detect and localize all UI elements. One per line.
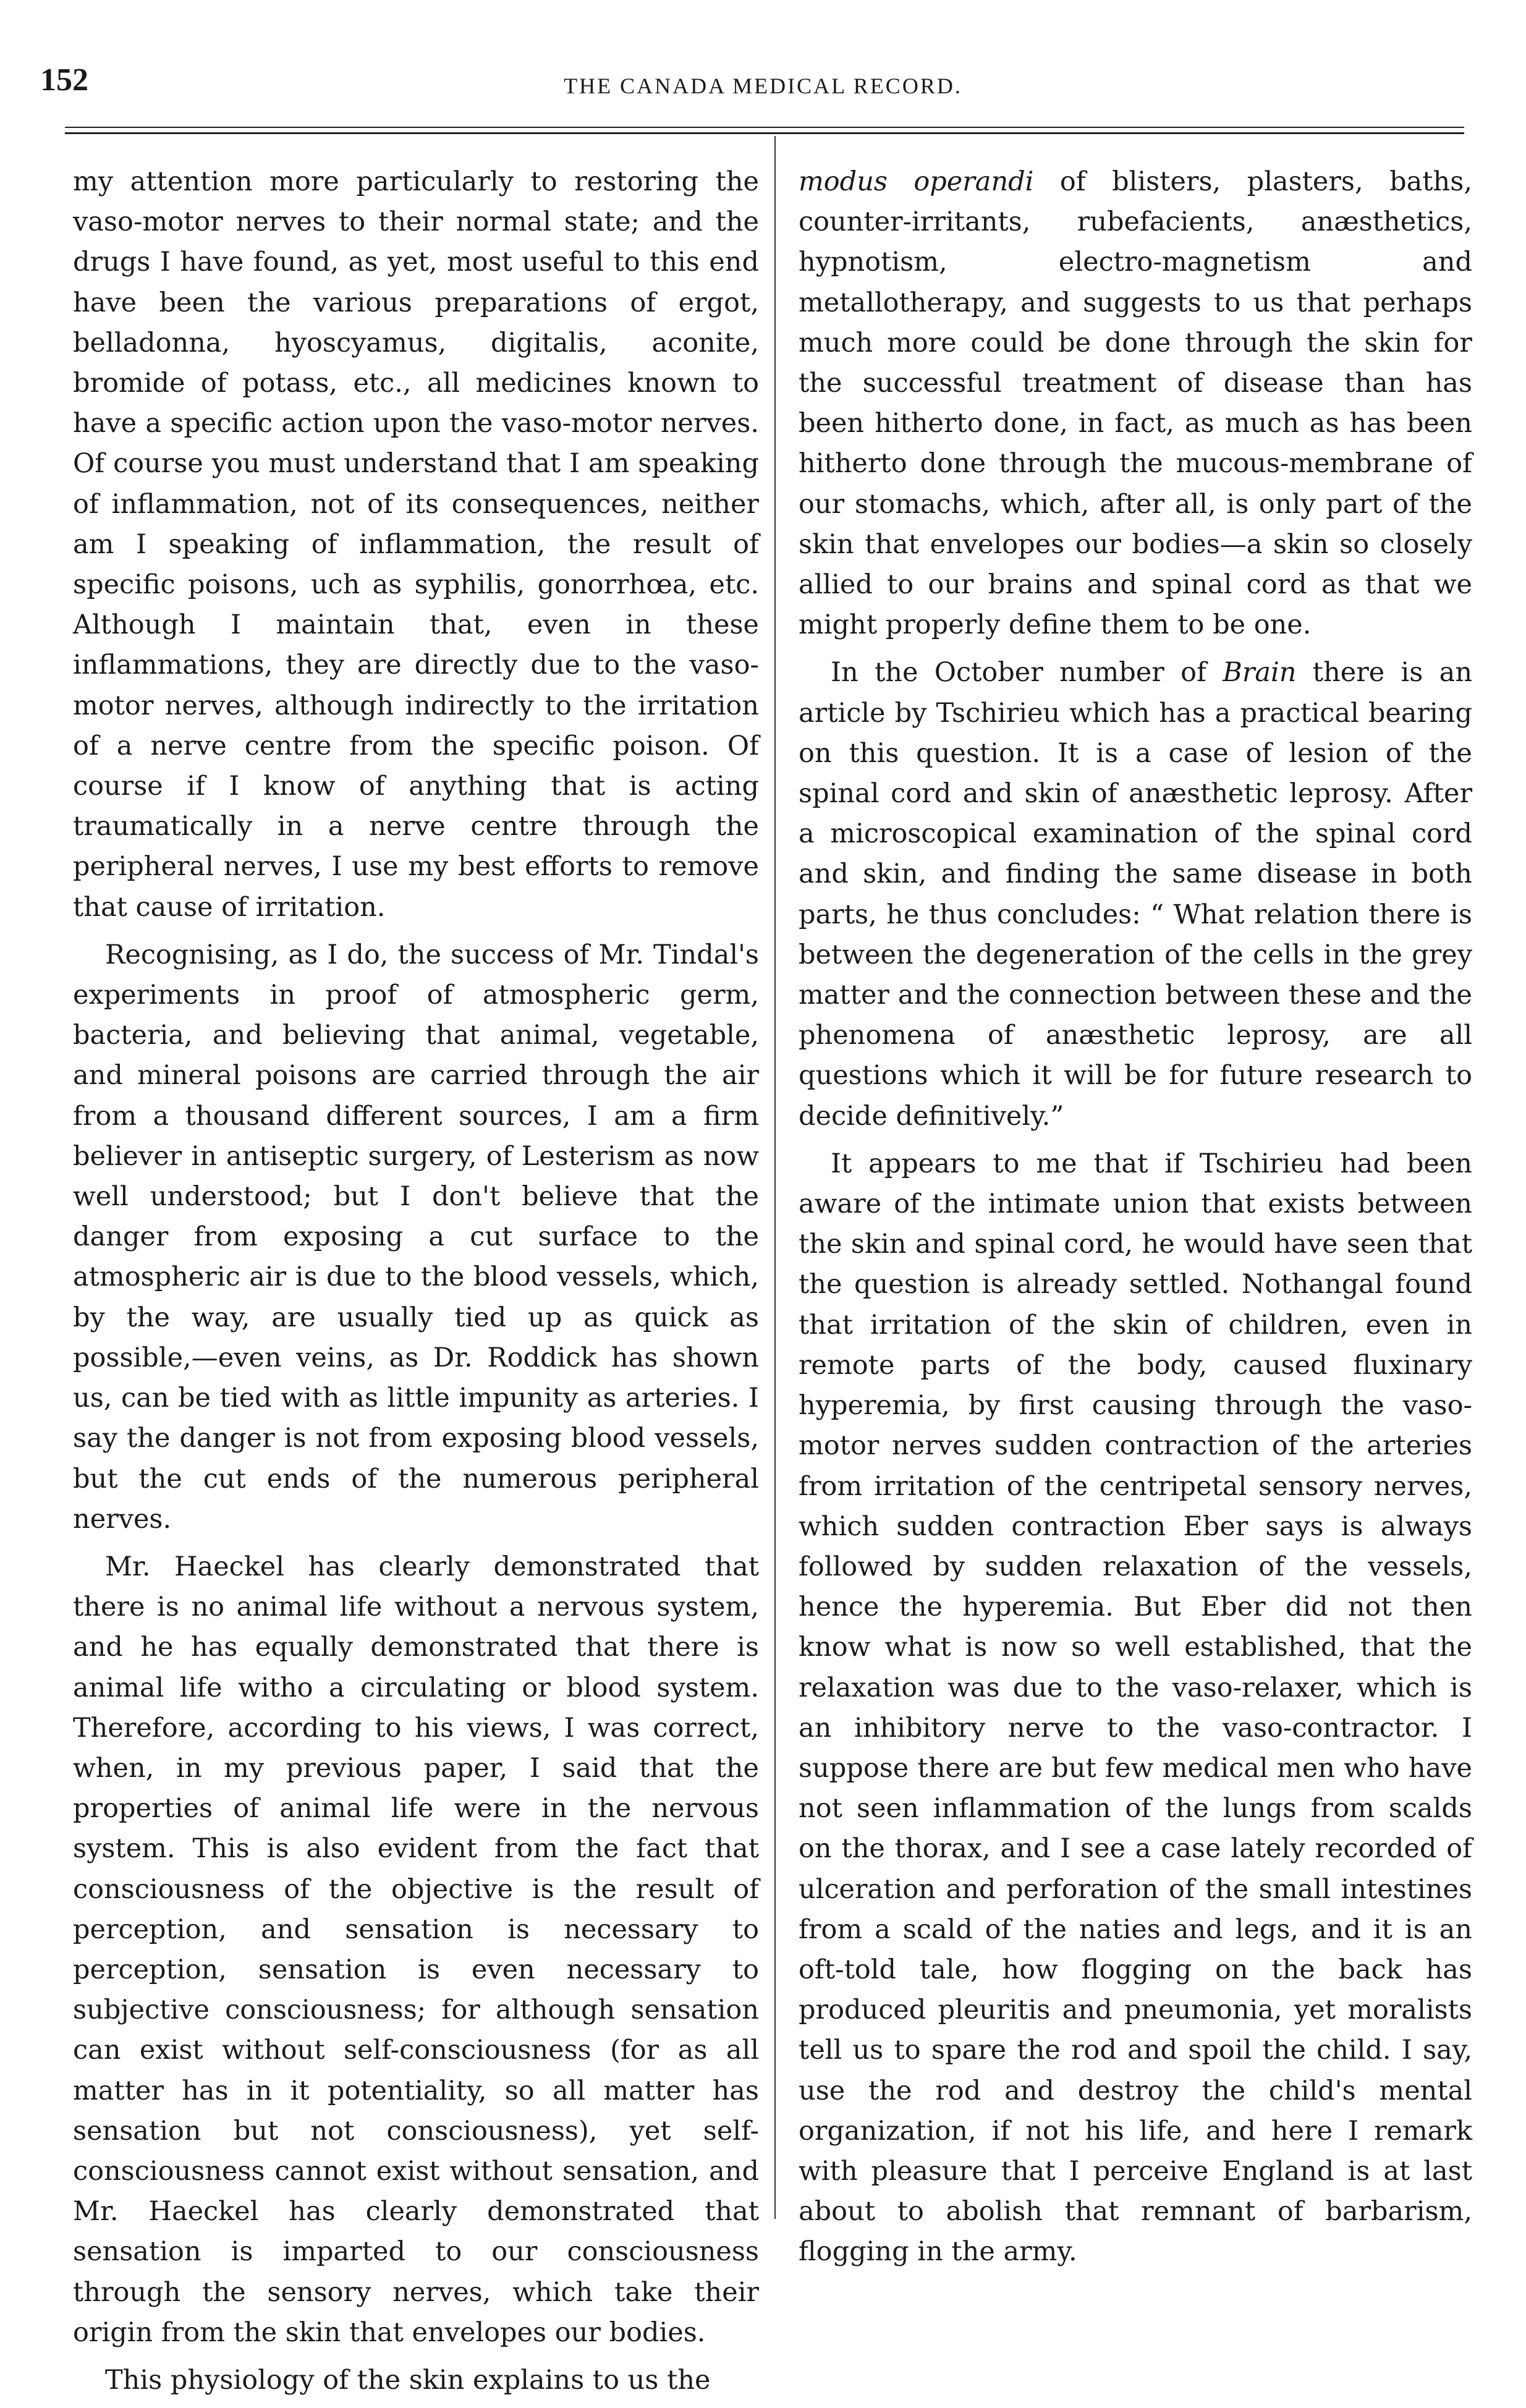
paragraph: my attention more particularly to restoring the vaso-motor nerves to their normal state; and the drugs I have found, as yet, most useful to this end have been the various preparations of ergot, belladonna, hyoscyamus, digitalis, aconite, bromide of potass, etc., all medicines known to have a specific action upon the vaso-motor nerves. Of course you must understand that I am speaking of inflammation, not of its consequences, neither am I speaking of inflammation, the result of specific poisons, uch as syphilis, gonorrhœa, etc. Although I maintain that, even in these inflammations, they are directly due to the vaso-motor nerves, although indirectly to the irritation of a nerve centre from the specific poison. Of course if I know of anything that is acting traumatically in a nerve centre through the peripheral nerves, I use my best efforts to remove that cause of irritation.	[73, 166, 759, 923]
paragraph-text: there is an article by Tschirieu which has a practical bearing on this question. It is a case of lesion of the spinal cord and skin of anæsthetic leprosy. After a microscopical examination of the spinal cord and skin, and finding the same disease in both parts, he thus concludes: “ What relation there is between the degeneration of the cells in the grey matter and the connection between these and the phenomena of anæsthetic leprosy, are all questions which it will be for future research to decide definitively.”	[799, 657, 1473, 1132]
paragraph-text: In the October number of	[831, 657, 1223, 689]
right-column	[799, 162, 1472, 2280]
column-divider	[774, 136, 776, 2219]
header-rule	[65, 127, 1464, 128]
left-column	[73, 162, 759, 2408]
paragraph: Recognising, as I do, the success of Mr. Tindal's experiments in proof of atmospheric germ, bacteria, and believing that animal, vegetable, and mineral poisons are carried through the air from a thousand different sources, I am a firm believer in antiseptic surgery, of Lesterism as now well understood; but I don't believe that the danger from exposing a cut surface to the atmospheric air is due to the blood vessels, which, by the way, are usually tied up as quick as possible,—even veins, as Dr. Roddick has shown us, can be tied with as little impunity as arteries. I say the danger is not from exposing blood vessels, but the cut ends of the numerous peripheral nerves.	[73, 939, 759, 1535]
paragraph: It appears to me that if Tschirieu had been aware of the intimate union that exists between the skin and spinal cord, he would have seen that the question is already settled. Nothangal found that irritation of the skin of children, even in remote parts of the body, caused fluxinary hyperemia, by first causing through the vaso-motor nerves sudden contraction of the arteries from irritation of the centripetal sensory nerves, which sudden contraction Eber says is always followed by sudden relaxation of the vessels, hence the hyperemia. But Eber did not then know what is now so well established, that the relaxation was due to the vaso-relaxer, which is an inhibitory nerve to the vaso-contractor. I suppose there are but few medical men who have not seen inflammation of the lungs from scalds on the thorax, and I see a case lately recorded of ulceration and perforation of the small intestines from a scald of the naties and legs, and it is an oft-told tale, how flogging on the back has produced pleuritis and pneumonia, yet moralists tell us to spare the rod and spoil the child. I say, use the rod and destroy the child's mental organization, if not his life, and here I remark with pleasure that I perceive England is at last about to abolish that remnant of barbarism, flogging in the army.	[799, 1148, 1472, 2268]
italic-term: modus operandi	[799, 166, 1034, 197]
paragraph	[799, 653, 1472, 1136]
running-head: THE CANADA MEDICAL RECORD.	[564, 74, 962, 98]
paragraph: This physiology of the skin explains to us the	[105, 2364, 711, 2396]
page-header	[34, 62, 1492, 105]
paragraph	[799, 162, 1472, 645]
paragraph: Mr. Haeckel has clearly demonstrated that there is no animal life without a nervous system, and he has equally demonstrated that there is animal life witho a circulating or blood system. Therefore, according to his views, I was correct, when, in my previous paper, I said that the properties of animal life were in the nervous system. This is also evident from the fact that consciousness of the objective is the result of perception, and sensation is necessary to perception, sensation is even necessary to subjective consciousness; for although sensation can exist without self-consciousness (for as all matter has in it potentiality, so all matter has sensation but not consciousness), yet self-consciousness cannot exist without sensation, and Mr. Haeckel has clearly demonstrated that sensation is imparted to our consciousness through the sensory nerves, which take their origin from the skin that envelopes our bodies.	[73, 1551, 759, 2348]
header-rule-double	[65, 132, 1464, 134]
page-number: 152	[40, 62, 88, 98]
paragraph-text: of blisters, plasters, baths, counter-irritants, rubefacients, anæsthetics, hypnotism, electro-magnetism and metallotherapy, and suggests to us that perhaps much more could be done through the skin for the successful treatment of disease than has been hitherto done, in fact, as much as has been hitherto done through the mucous-membrane of our stomachs, which, after all, is only part of the skin that envelopes our bodies—a skin so closely allied to our brains and spinal cord as that we might properly define them to be one.	[799, 166, 1472, 641]
journal-title: Brain	[1223, 657, 1297, 689]
